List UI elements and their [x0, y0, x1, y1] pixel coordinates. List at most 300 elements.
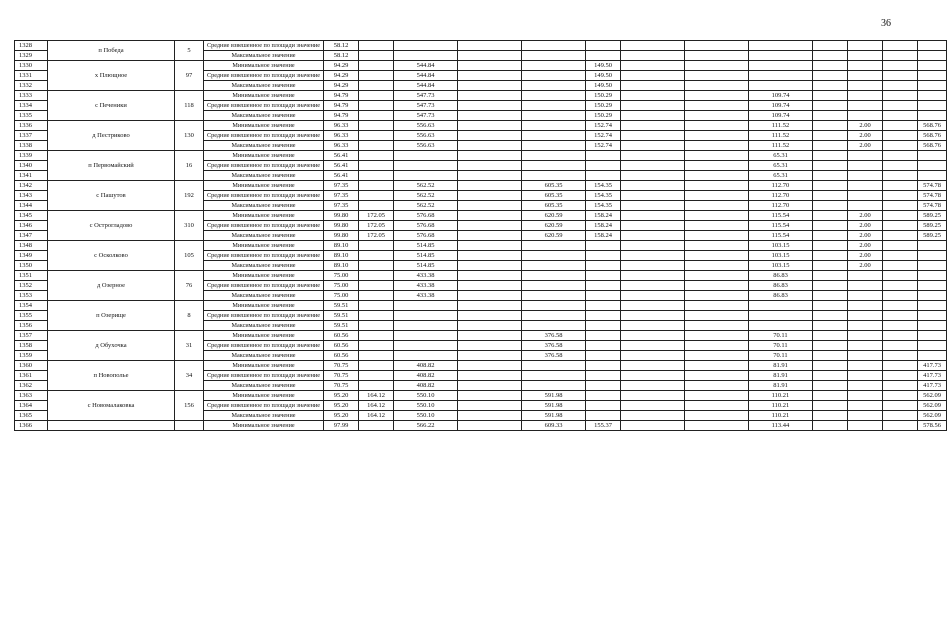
- table-cell: [918, 351, 947, 361]
- table-cell: [359, 101, 394, 111]
- table-cell: [685, 251, 749, 261]
- table-cell: [394, 161, 458, 171]
- table-cell: [883, 101, 918, 111]
- table-cell: [848, 191, 883, 201]
- table-cell: [813, 41, 848, 51]
- settlement-name: с Новомалаковка: [48, 391, 175, 421]
- table-cell: [685, 411, 749, 421]
- table-cell: 97.99: [324, 421, 359, 431]
- table-cell: [685, 331, 749, 341]
- table-cell: [883, 161, 918, 171]
- table-cell: [685, 141, 749, 151]
- table-cell: 89.10: [324, 251, 359, 261]
- table-cell: [458, 91, 522, 101]
- table-cell: 95.20: [324, 401, 359, 411]
- settlement-count: 105: [175, 241, 204, 271]
- table-cell: 111.52: [749, 141, 813, 151]
- table-cell: [586, 321, 621, 331]
- table-cell: 110.21: [749, 411, 813, 421]
- table-cell: [458, 201, 522, 211]
- table-cell: [621, 311, 685, 321]
- table-cell: 154.35: [586, 181, 621, 191]
- table-cell: 556.63: [394, 141, 458, 151]
- table-cell: 59.51: [324, 311, 359, 321]
- table-cell: 58.12: [324, 41, 359, 51]
- table-cell: [359, 191, 394, 201]
- table-cell: 75.00: [324, 291, 359, 301]
- table-cell: [749, 41, 813, 51]
- table-cell: 544.84: [394, 61, 458, 71]
- table-cell: [621, 221, 685, 231]
- table-cell: [359, 251, 394, 261]
- table-cell: [522, 381, 586, 391]
- table-cell: 150.29: [586, 111, 621, 121]
- row-id: 1357: [15, 331, 48, 341]
- settlement-count: [175, 421, 204, 431]
- table-cell: [621, 371, 685, 381]
- table-cell: [359, 261, 394, 271]
- table-cell: [918, 301, 947, 311]
- table-cell: 109.74: [749, 101, 813, 111]
- table-cell: [813, 401, 848, 411]
- settlement-count: 192: [175, 181, 204, 211]
- table-cell: [359, 151, 394, 161]
- table-cell: [685, 51, 749, 61]
- table-cell: 562.52: [394, 181, 458, 191]
- table-cell: [883, 201, 918, 211]
- table-cell: [522, 61, 586, 71]
- table-cell: 111.52: [749, 131, 813, 141]
- table-cell: [848, 41, 883, 51]
- table-cell: [813, 291, 848, 301]
- table-cell: [848, 61, 883, 71]
- table-cell: [848, 71, 883, 81]
- table-cell: [621, 251, 685, 261]
- table-cell: [359, 421, 394, 431]
- value-type: Минимальное значение: [204, 181, 324, 191]
- table-cell: [621, 361, 685, 371]
- table-cell: 433.38: [394, 291, 458, 301]
- table-cell: [918, 161, 947, 171]
- table-cell: [458, 241, 522, 251]
- table-cell: 115.54: [749, 211, 813, 221]
- table-cell: 574.78: [918, 201, 947, 211]
- table-cell: 605.35: [522, 181, 586, 191]
- row-id: 1349: [15, 251, 48, 261]
- table-cell: [394, 331, 458, 341]
- table-cell: [458, 251, 522, 261]
- table-cell: [522, 51, 586, 61]
- table-cell: 97.35: [324, 181, 359, 191]
- table-cell: 605.35: [522, 201, 586, 211]
- table-cell: 75.00: [324, 271, 359, 281]
- table-cell: [685, 81, 749, 91]
- table-cell: [621, 161, 685, 171]
- table-cell: 154.35: [586, 191, 621, 201]
- table-cell: [813, 71, 848, 81]
- table-cell: [458, 131, 522, 141]
- table-cell: [394, 301, 458, 311]
- table-cell: 576.68: [394, 231, 458, 241]
- row-id: 1331: [15, 71, 48, 81]
- table-cell: [685, 261, 749, 271]
- table-cell: [813, 81, 848, 91]
- table-cell: 408.82: [394, 381, 458, 391]
- value-type: Максимальное значение: [204, 141, 324, 151]
- table-cell: 95.20: [324, 391, 359, 401]
- table-cell: [522, 41, 586, 51]
- settlement-count: 76: [175, 271, 204, 301]
- table-cell: [458, 351, 522, 361]
- table-cell: 568.76: [918, 131, 947, 141]
- table-row: [15, 241, 947, 251]
- table-cell: [848, 201, 883, 211]
- row-id: 1337: [15, 131, 48, 141]
- table-cell: 433.38: [394, 271, 458, 281]
- table-cell: [621, 151, 685, 161]
- table-cell: [685, 281, 749, 291]
- table-cell: 550.10: [394, 411, 458, 421]
- table-cell: 152.74: [586, 141, 621, 151]
- table-cell: 408.82: [394, 371, 458, 381]
- table-cell: [359, 271, 394, 281]
- table-cell: [522, 91, 586, 101]
- table-cell: 96.33: [324, 141, 359, 151]
- table-cell: [848, 161, 883, 171]
- table-cell: 620.59: [522, 211, 586, 221]
- table-cell: [685, 271, 749, 281]
- table-cell: [848, 151, 883, 161]
- table-cell: 94.29: [324, 81, 359, 91]
- table-cell: [813, 271, 848, 281]
- table-cell: [813, 311, 848, 321]
- table-cell: [621, 71, 685, 81]
- table-cell: 433.38: [394, 281, 458, 291]
- row-id: 1346: [15, 221, 48, 231]
- table-cell: 172.05: [359, 231, 394, 241]
- table-cell: [458, 371, 522, 381]
- table-cell: [458, 221, 522, 231]
- table-cell: [394, 151, 458, 161]
- table-cell: [586, 271, 621, 281]
- table-cell: [458, 411, 522, 421]
- table-cell: 605.35: [522, 191, 586, 201]
- table-cell: [883, 381, 918, 391]
- table-cell: [883, 211, 918, 221]
- table-cell: [813, 211, 848, 221]
- table-cell: [883, 61, 918, 71]
- table-cell: [813, 381, 848, 391]
- table-cell: 112.70: [749, 201, 813, 211]
- table-cell: [918, 151, 947, 161]
- table-cell: [813, 351, 848, 361]
- table-cell: [458, 81, 522, 91]
- table-cell: [848, 311, 883, 321]
- table-cell: [522, 311, 586, 321]
- table-cell: [813, 151, 848, 161]
- table-cell: [522, 111, 586, 121]
- table-row: [15, 61, 947, 71]
- table-cell: [685, 291, 749, 301]
- table-cell: [848, 421, 883, 431]
- table-cell: [685, 321, 749, 331]
- settlement-name: х Плющное: [48, 61, 175, 91]
- table-row: [15, 211, 947, 221]
- value-type: Максимальное значение: [204, 51, 324, 61]
- table-cell: 562.09: [918, 411, 947, 421]
- table-cell: [848, 281, 883, 291]
- table-cell: 591.98: [522, 411, 586, 421]
- table-cell: 578.56: [918, 421, 947, 431]
- table-cell: [359, 161, 394, 171]
- table-cell: 115.54: [749, 221, 813, 231]
- table-cell: [586, 281, 621, 291]
- table-cell: [359, 121, 394, 131]
- table-cell: [883, 191, 918, 201]
- table-cell: [848, 111, 883, 121]
- table-row: [15, 121, 947, 131]
- table-cell: [621, 211, 685, 221]
- table-cell: 514.85: [394, 241, 458, 251]
- table-cell: 158.24: [586, 231, 621, 241]
- table-cell: [359, 81, 394, 91]
- row-id: 1361: [15, 371, 48, 381]
- row-id: 1351: [15, 271, 48, 281]
- row-id: 1342: [15, 181, 48, 191]
- table-cell: [883, 371, 918, 381]
- table-cell: [848, 341, 883, 351]
- row-id: 1334: [15, 101, 48, 111]
- row-id: 1333: [15, 91, 48, 101]
- table-cell: 70.11: [749, 341, 813, 351]
- table-cell: 70.75: [324, 371, 359, 381]
- settlement-count: 97: [175, 61, 204, 91]
- table-cell: 376.58: [522, 331, 586, 341]
- table-cell: [685, 201, 749, 211]
- table-cell: [883, 131, 918, 141]
- table-cell: 70.11: [749, 351, 813, 361]
- table-cell: [522, 371, 586, 381]
- table-cell: 562.52: [394, 201, 458, 211]
- table-cell: 2.00: [848, 121, 883, 131]
- table-cell: [359, 71, 394, 81]
- table-cell: [359, 291, 394, 301]
- value-type: Минимальное значение: [204, 331, 324, 341]
- table-cell: [458, 331, 522, 341]
- settlement-name: д Обухочка: [48, 331, 175, 361]
- table-cell: [586, 341, 621, 351]
- table-cell: [918, 71, 947, 81]
- table-cell: [621, 421, 685, 431]
- table-cell: [458, 321, 522, 331]
- settlement-count: 118: [175, 91, 204, 121]
- value-type: Минимальное значение: [204, 121, 324, 131]
- table-cell: [621, 301, 685, 311]
- table-cell: [685, 311, 749, 321]
- value-type: Средние взвешенное по площади значение: [204, 371, 324, 381]
- table-cell: 172.05: [359, 211, 394, 221]
- table-cell: [522, 281, 586, 291]
- table-cell: [458, 71, 522, 81]
- table-cell: 81.91: [749, 371, 813, 381]
- table-cell: [918, 111, 947, 121]
- table-cell: [394, 51, 458, 61]
- table-cell: [848, 271, 883, 281]
- table-cell: [813, 231, 848, 241]
- table-cell: [359, 181, 394, 191]
- value-type: Средние взвешенное по площади значение: [204, 191, 324, 201]
- table-cell: [813, 141, 848, 151]
- table-cell: 97.35: [324, 191, 359, 201]
- table-cell: 158.24: [586, 211, 621, 221]
- settlement-name: п Победа: [48, 41, 175, 61]
- table-cell: 89.10: [324, 241, 359, 251]
- value-type: Минимальное значение: [204, 91, 324, 101]
- table-cell: [586, 401, 621, 411]
- table-cell: [621, 81, 685, 91]
- settlement-name: п Новополье: [48, 361, 175, 391]
- table-cell: 152.74: [586, 121, 621, 131]
- value-type: Средние взвешенное по площади значение: [204, 281, 324, 291]
- row-id: 1356: [15, 321, 48, 331]
- table-cell: [458, 271, 522, 281]
- settlement-count: 156: [175, 391, 204, 421]
- table-cell: [813, 411, 848, 421]
- row-id: 1329: [15, 51, 48, 61]
- table-cell: [458, 41, 522, 51]
- value-type: Средние взвешенное по площади значение: [204, 341, 324, 351]
- table-cell: [749, 301, 813, 311]
- row-id: 1350: [15, 261, 48, 271]
- table-cell: [883, 351, 918, 361]
- value-type: Минимальное значение: [204, 301, 324, 311]
- value-type: Средние взвешенное по площади значение: [204, 311, 324, 321]
- table-cell: 544.84: [394, 71, 458, 81]
- table-cell: 65.31: [749, 161, 813, 171]
- table-cell: [685, 191, 749, 201]
- table-cell: [813, 171, 848, 181]
- table-cell: [586, 241, 621, 251]
- settlement-name: п Первомайский: [48, 151, 175, 181]
- table-cell: 2.00: [848, 221, 883, 231]
- table-cell: [848, 391, 883, 401]
- table-cell: [359, 311, 394, 321]
- table-cell: [621, 401, 685, 411]
- table-cell: 65.31: [749, 151, 813, 161]
- table-cell: 562.52: [394, 191, 458, 201]
- value-type: Максимальное значение: [204, 201, 324, 211]
- table-cell: 86.83: [749, 271, 813, 281]
- table-cell: 56.41: [324, 161, 359, 171]
- table-cell: 574.78: [918, 181, 947, 191]
- table-cell: [394, 351, 458, 361]
- settlement-name: [48, 421, 175, 431]
- table-cell: [586, 381, 621, 391]
- table-cell: [359, 321, 394, 331]
- table-cell: 86.83: [749, 291, 813, 301]
- table-cell: [621, 381, 685, 391]
- table-cell: [685, 181, 749, 191]
- table-cell: [883, 261, 918, 271]
- value-type: Минимальное значение: [204, 241, 324, 251]
- table-cell: [685, 131, 749, 141]
- table-cell: [883, 251, 918, 261]
- value-type: Средние взвешенное по площади значение: [204, 101, 324, 111]
- table-cell: 514.85: [394, 261, 458, 271]
- table-cell: 94.79: [324, 111, 359, 121]
- row-id: 1343: [15, 191, 48, 201]
- row-id: 1339: [15, 151, 48, 161]
- table-cell: [813, 261, 848, 271]
- table-cell: [918, 61, 947, 71]
- table-cell: [848, 371, 883, 381]
- table-cell: [813, 341, 848, 351]
- table-cell: [918, 51, 947, 61]
- table-cell: [685, 241, 749, 251]
- table-cell: [883, 171, 918, 181]
- table-cell: [848, 91, 883, 101]
- table-cell: 544.84: [394, 81, 458, 91]
- table-cell: [621, 51, 685, 61]
- table-cell: [359, 141, 394, 151]
- row-id: 1362: [15, 381, 48, 391]
- table-cell: [359, 301, 394, 311]
- table-cell: [813, 201, 848, 211]
- table-cell: 550.10: [394, 391, 458, 401]
- table-cell: [621, 201, 685, 211]
- table-cell: [458, 191, 522, 201]
- table-cell: [394, 41, 458, 51]
- table-cell: 556.63: [394, 131, 458, 141]
- row-id: 1330: [15, 61, 48, 71]
- table-cell: [586, 331, 621, 341]
- table-cell: [685, 231, 749, 241]
- table-cell: [586, 261, 621, 271]
- table-cell: [621, 261, 685, 271]
- table-cell: [883, 341, 918, 351]
- table-row: [15, 331, 947, 341]
- table-cell: [685, 121, 749, 131]
- table-cell: [458, 211, 522, 221]
- value-type: Минимальное значение: [204, 421, 324, 431]
- table-cell: [883, 91, 918, 101]
- value-type: Средние взвешенное по площади значение: [204, 41, 324, 51]
- table-cell: [586, 361, 621, 371]
- table-cell: [883, 81, 918, 91]
- table-cell: 70.75: [324, 361, 359, 371]
- table-cell: 115.54: [749, 231, 813, 241]
- table-cell: [359, 341, 394, 351]
- row-id: 1359: [15, 351, 48, 361]
- table-cell: [685, 91, 749, 101]
- value-type: Максимальное значение: [204, 81, 324, 91]
- table-cell: [883, 401, 918, 411]
- table-cell: 376.58: [522, 341, 586, 351]
- table-cell: 89.10: [324, 261, 359, 271]
- table-row: [15, 421, 947, 431]
- table-cell: [918, 171, 947, 181]
- row-id: 1340: [15, 161, 48, 171]
- table-cell: [458, 341, 522, 351]
- row-id: 1328: [15, 41, 48, 51]
- table-cell: [883, 41, 918, 51]
- table-cell: [621, 61, 685, 71]
- table-cell: [918, 291, 947, 301]
- table-cell: [813, 61, 848, 71]
- table-cell: [621, 91, 685, 101]
- table-cell: [883, 111, 918, 121]
- settlement-count: 8: [175, 301, 204, 331]
